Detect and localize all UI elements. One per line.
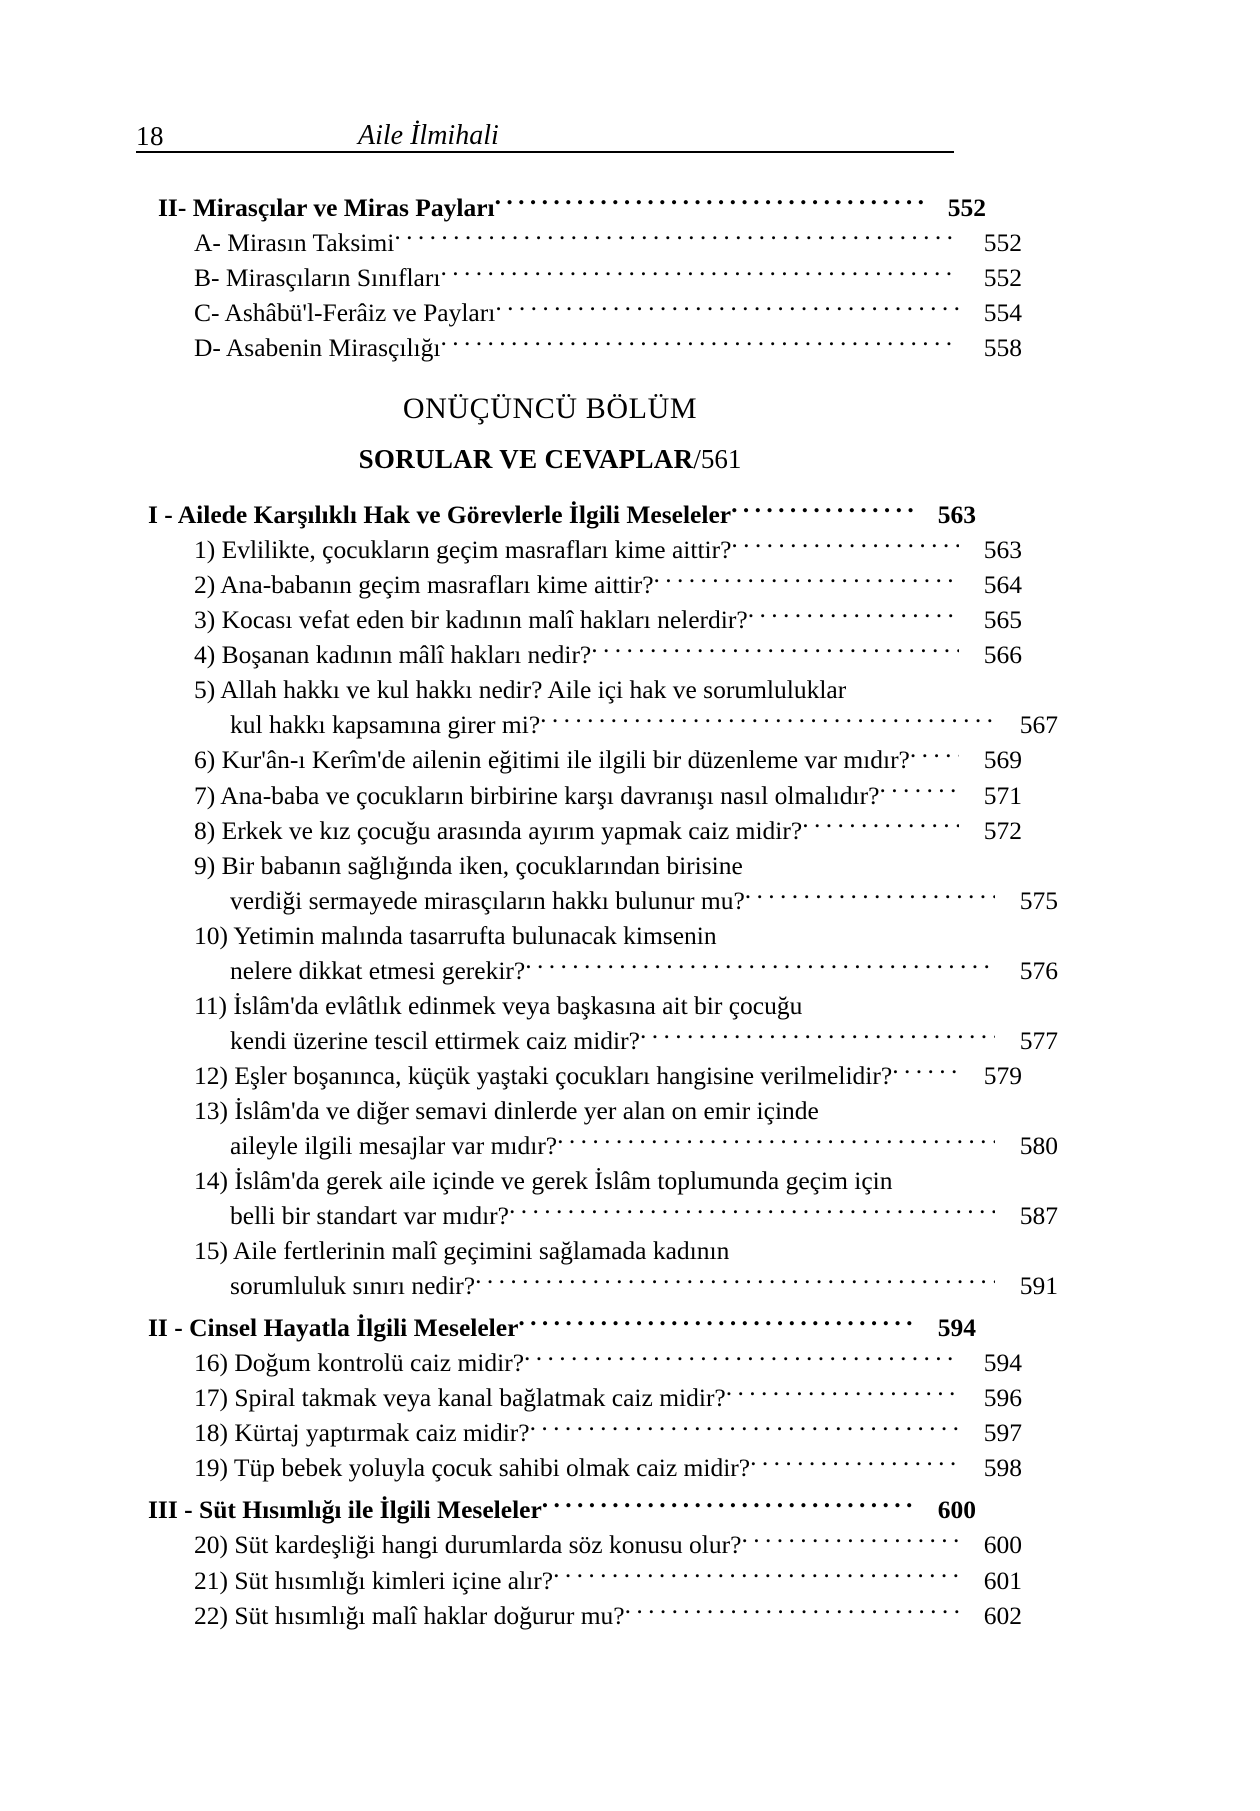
page-header-rule xyxy=(136,104,954,153)
toc-heading-label: II - Cinsel Hayatla İlgili Meseleler xyxy=(148,1313,519,1343)
toc-item-label: 8) Erkek ve kız çocuğu arasında ayırım yapmak caiz midir? xyxy=(194,815,803,845)
toc-page-number: 575 xyxy=(1019,885,1058,915)
toc-page-number: 572 xyxy=(983,815,1022,845)
toc-item-row[interactable] xyxy=(136,1128,1058,1163)
toc-item-label: kendi üzerine tescil ettirmek caiz midir? xyxy=(230,1025,640,1055)
toc-item-label: belli bir standart var mıdır? xyxy=(230,1201,509,1231)
toc-page-number: 569 xyxy=(983,745,1022,775)
toc-item-label: 14) İslâm'da gerek aile içinde ve gerek İslâm toplumunda geçim için xyxy=(194,1166,893,1196)
toc-page-number: 554 xyxy=(983,297,1022,327)
toc-item-row[interactable] xyxy=(136,260,1022,295)
page-header xyxy=(136,104,954,156)
dot-leader xyxy=(802,813,959,839)
toc-item-row[interactable] xyxy=(136,708,1058,743)
dot-leader xyxy=(717,918,959,944)
toc-item-label: 1) Evlilikte, çocukların geçim masrafları kime aittir? xyxy=(194,535,732,565)
toc-item-label: nelere dikkat etmesi gerekir? xyxy=(230,955,526,985)
toc-page-number: 571 xyxy=(983,780,1022,810)
dot-leader xyxy=(495,295,959,321)
toc-item-label: sorumluluk sınırı nedir? xyxy=(230,1271,476,1301)
dot-leader xyxy=(394,225,959,251)
dot-leader xyxy=(518,1311,913,1337)
toc-group-miras xyxy=(136,190,1022,365)
dot-leader xyxy=(640,1023,995,1049)
toc-item-row[interactable] xyxy=(136,1528,1022,1563)
toc-page-number: 601 xyxy=(983,1565,1022,1595)
toc-item-label: 5) Allah hakkı ve kul hakkı nedir? Aile içi hak ve sorumluluklar xyxy=(194,675,847,705)
toc-item-row[interactable] xyxy=(136,1451,1022,1486)
dot-leader xyxy=(509,1199,995,1225)
dot-leader xyxy=(654,568,959,594)
dot-leader xyxy=(726,1381,959,1407)
toc-item-label: B- Mirasçıların Sınıfları xyxy=(194,262,441,292)
toc-item-row[interactable] xyxy=(136,673,1022,708)
dot-leader xyxy=(553,1563,959,1589)
dot-leader xyxy=(745,883,995,909)
toc-page-number: 600 xyxy=(983,1530,1022,1560)
toc-page-number: 591 xyxy=(1019,1271,1058,1301)
toc-page-number: 565 xyxy=(983,605,1022,635)
dot-leader xyxy=(750,1451,959,1477)
toc-item-row[interactable] xyxy=(136,603,1022,638)
toc-item-label: kul hakkı kapsamına girer mi? xyxy=(230,710,541,740)
toc-item-label: 9) Bir babanın sağlığında iken, çocuklarından birisine xyxy=(194,850,743,880)
dot-leader xyxy=(879,778,959,804)
toc-item-label: 7) Ana-baba ve çocukların birbirine karşı davranışı nasıl olmalıdır? xyxy=(194,780,880,810)
dot-leader xyxy=(846,673,959,699)
toc-section xyxy=(136,1304,1022,1486)
toc-item-row[interactable] xyxy=(136,330,1022,365)
dot-leader xyxy=(542,1493,913,1519)
running-title: Aile İlmihali xyxy=(358,120,499,151)
toc-item-label: 19) Tüp bebek yoluyla çocuk sahibi olmak caiz midir? xyxy=(194,1453,751,1483)
chapter-subtitle-text: SORULAR VE CEVAPLAR xyxy=(358,444,694,475)
toc-item-row[interactable] xyxy=(136,225,1022,260)
dot-leader xyxy=(910,743,959,769)
dot-leader xyxy=(802,988,959,1014)
toc-page-number: 566 xyxy=(983,640,1022,670)
dot-leader xyxy=(892,1058,959,1084)
dot-leader xyxy=(731,498,913,524)
dot-leader xyxy=(819,1093,959,1119)
toc-page-number: 587 xyxy=(1019,1201,1058,1231)
toc-item-row[interactable] xyxy=(136,1346,1022,1381)
toc-item-row[interactable] xyxy=(136,1199,1058,1234)
toc-page-number: 567 xyxy=(1019,710,1058,740)
toc-page-number: 563 xyxy=(983,535,1022,565)
toc-item-row[interactable] xyxy=(136,1058,1022,1093)
toc-item-label: A- Mirasın Taksimi xyxy=(194,227,395,257)
toc-item-label: 2) Ana-babanın geçim masrafları kime aittir? xyxy=(194,570,654,600)
toc-item-row[interactable] xyxy=(136,638,1022,673)
toc-section xyxy=(136,498,1058,1304)
toc-page-number: 596 xyxy=(983,1383,1022,1413)
toc-heading-row[interactable] xyxy=(136,498,976,533)
dot-leader xyxy=(475,1269,995,1295)
toc-page-number: 552 xyxy=(983,227,1022,257)
toc-item-row[interactable] xyxy=(136,1416,1022,1451)
toc-item-row[interactable] xyxy=(136,813,1022,848)
toc-item-label: aileyle ilgili mesajlar var mıdır? xyxy=(230,1130,558,1160)
toc-item-row[interactable] xyxy=(136,1598,1022,1633)
dot-leader xyxy=(557,1128,995,1154)
toc-item-label: 17) Spiral takmak veya kanal bağlatmak caiz midir? xyxy=(194,1383,726,1413)
dot-leader xyxy=(731,533,959,559)
dot-leader xyxy=(530,1416,959,1442)
toc-heading-row[interactable] xyxy=(136,1493,976,1528)
toc-heading-label: II- Mirasçılar ve Miras Payları xyxy=(158,192,495,222)
dot-leader xyxy=(748,603,959,629)
toc-item-row[interactable] xyxy=(136,1269,1058,1304)
chapter-subtitle xyxy=(136,443,964,475)
dot-leader xyxy=(525,953,995,979)
toc-page-number: 594 xyxy=(937,1313,976,1343)
toc-page-number: 597 xyxy=(983,1418,1022,1448)
toc-page-number: 558 xyxy=(983,332,1022,362)
toc-page-number: 552 xyxy=(983,262,1022,292)
toc-page-number: 594 xyxy=(983,1348,1022,1378)
toc-item-label: 12) Eşler boşanınca, küçük yaştaki çocukları hangisine verilmelidir? xyxy=(194,1060,893,1090)
toc-item-row[interactable] xyxy=(136,1093,1022,1128)
toc-sections xyxy=(136,498,1058,1634)
toc-page-number: 602 xyxy=(983,1600,1022,1630)
toc-page-number: 564 xyxy=(983,570,1022,600)
toc-item-label: 21) Süt hısımlığı kimleri içine alır? xyxy=(194,1565,554,1595)
dot-leader xyxy=(743,848,959,874)
toc-item-label: 4) Boşanan kadının mâlî hakları nedir? xyxy=(194,640,592,670)
dot-leader xyxy=(540,708,995,734)
toc-page-number: 598 xyxy=(983,1453,1022,1483)
toc-heading-row[interactable] xyxy=(136,1311,976,1346)
toc-item-label: 18) Kürtaj yaptırmak caiz midir? xyxy=(194,1418,530,1448)
toc-section xyxy=(136,1486,1022,1633)
chapter-heading-block xyxy=(136,391,964,475)
toc-item-row[interactable] xyxy=(136,918,1022,953)
toc-item-row[interactable] xyxy=(136,1234,1022,1269)
toc-item-row[interactable] xyxy=(136,568,1022,603)
toc-item-label: 16) Doğum kontrolü caiz midir? xyxy=(194,1348,525,1378)
toc-page-number: 577 xyxy=(1019,1025,1058,1055)
toc-item-row[interactable] xyxy=(136,848,1022,883)
dot-leader xyxy=(440,330,959,356)
toc-page-number: 552 xyxy=(947,192,986,222)
toc-item-label: 22) Süt hısımlığı malî haklar doğurur mu? xyxy=(194,1600,625,1630)
toc-item-label: 13) İslâm'da ve diğer semavi dinlerde yer alan on emir içinde xyxy=(194,1095,819,1125)
chapter-title: ONÜÇÜNCÜ BÖLÜM xyxy=(402,392,698,426)
toc-item-row[interactable] xyxy=(136,883,1058,918)
toc-item-row[interactable] xyxy=(136,1164,1022,1199)
toc-page-number: 579 xyxy=(983,1060,1022,1090)
toc-item-label: 20) Süt kardeşliği hangi durumlarda söz konusu olur? xyxy=(194,1530,742,1560)
toc-item-label: D- Asabenin Mirasçılığı xyxy=(194,332,441,362)
toc-item-row[interactable] xyxy=(136,533,1022,568)
toc-item-label: verdiği sermayede mirasçıların hakkı bulunur mu? xyxy=(230,885,745,915)
folio-number: 18 xyxy=(136,121,164,151)
toc-item-row[interactable] xyxy=(136,778,1022,813)
toc-item-row[interactable] xyxy=(136,1381,1022,1416)
chapter-subtitle-page: /561 xyxy=(693,444,742,475)
toc-item-label: 6) Kur'ân-ı Kerîm'de ailenin eğitimi ile ilgili bir düzenleme var mıdır? xyxy=(194,745,910,775)
toc-item-row[interactable] xyxy=(136,1023,1058,1058)
dot-leader xyxy=(524,1346,959,1372)
dot-leader xyxy=(625,1598,959,1624)
toc-item-label: 3) Kocası vefat eden bir kadının malî hakları nelerdir? xyxy=(194,605,748,635)
toc-page-number: 576 xyxy=(1019,955,1058,985)
table-of-contents xyxy=(136,190,1058,1633)
toc-page-number: 600 xyxy=(937,1495,976,1525)
dot-leader xyxy=(729,1234,959,1260)
toc-heading-row[interactable] xyxy=(136,190,986,225)
toc-item-row[interactable] xyxy=(136,295,1022,330)
toc-item-label: 11) İslâm'da evlâtlık edinmek veya başkasına ait bir çocuğu xyxy=(194,990,803,1020)
toc-item-label: C- Ashâbü'l-Ferâiz ve Payları xyxy=(194,297,496,327)
section-spacer xyxy=(136,1486,964,1493)
section-spacer xyxy=(136,1304,964,1311)
toc-heading-label: III - Süt Hısımlığı ile İlgili Meseleler xyxy=(148,1495,542,1525)
dot-leader xyxy=(893,1164,959,1190)
dot-leader xyxy=(495,190,923,216)
toc-item-label: 15) Aile fertlerinin malî geçimini sağlamada kadının xyxy=(194,1236,730,1266)
dot-leader xyxy=(440,260,959,286)
toc-item-row[interactable] xyxy=(136,988,1022,1023)
dot-leader xyxy=(741,1528,959,1554)
toc-item-row[interactable] xyxy=(136,953,1058,988)
toc-page-number: 580 xyxy=(1019,1130,1058,1160)
toc-page-number: 563 xyxy=(937,500,976,530)
toc-heading-label: I - Ailede Karşılıklı Hak ve Görevlerle İlgili Meseleler xyxy=(148,500,732,530)
dot-leader xyxy=(591,638,959,664)
toc-item-label: 10) Yetimin malında tasarrufta bulunacak kimsenin xyxy=(194,920,717,950)
toc-item-row[interactable] xyxy=(136,1563,1022,1598)
toc-item-row[interactable] xyxy=(136,743,1022,778)
